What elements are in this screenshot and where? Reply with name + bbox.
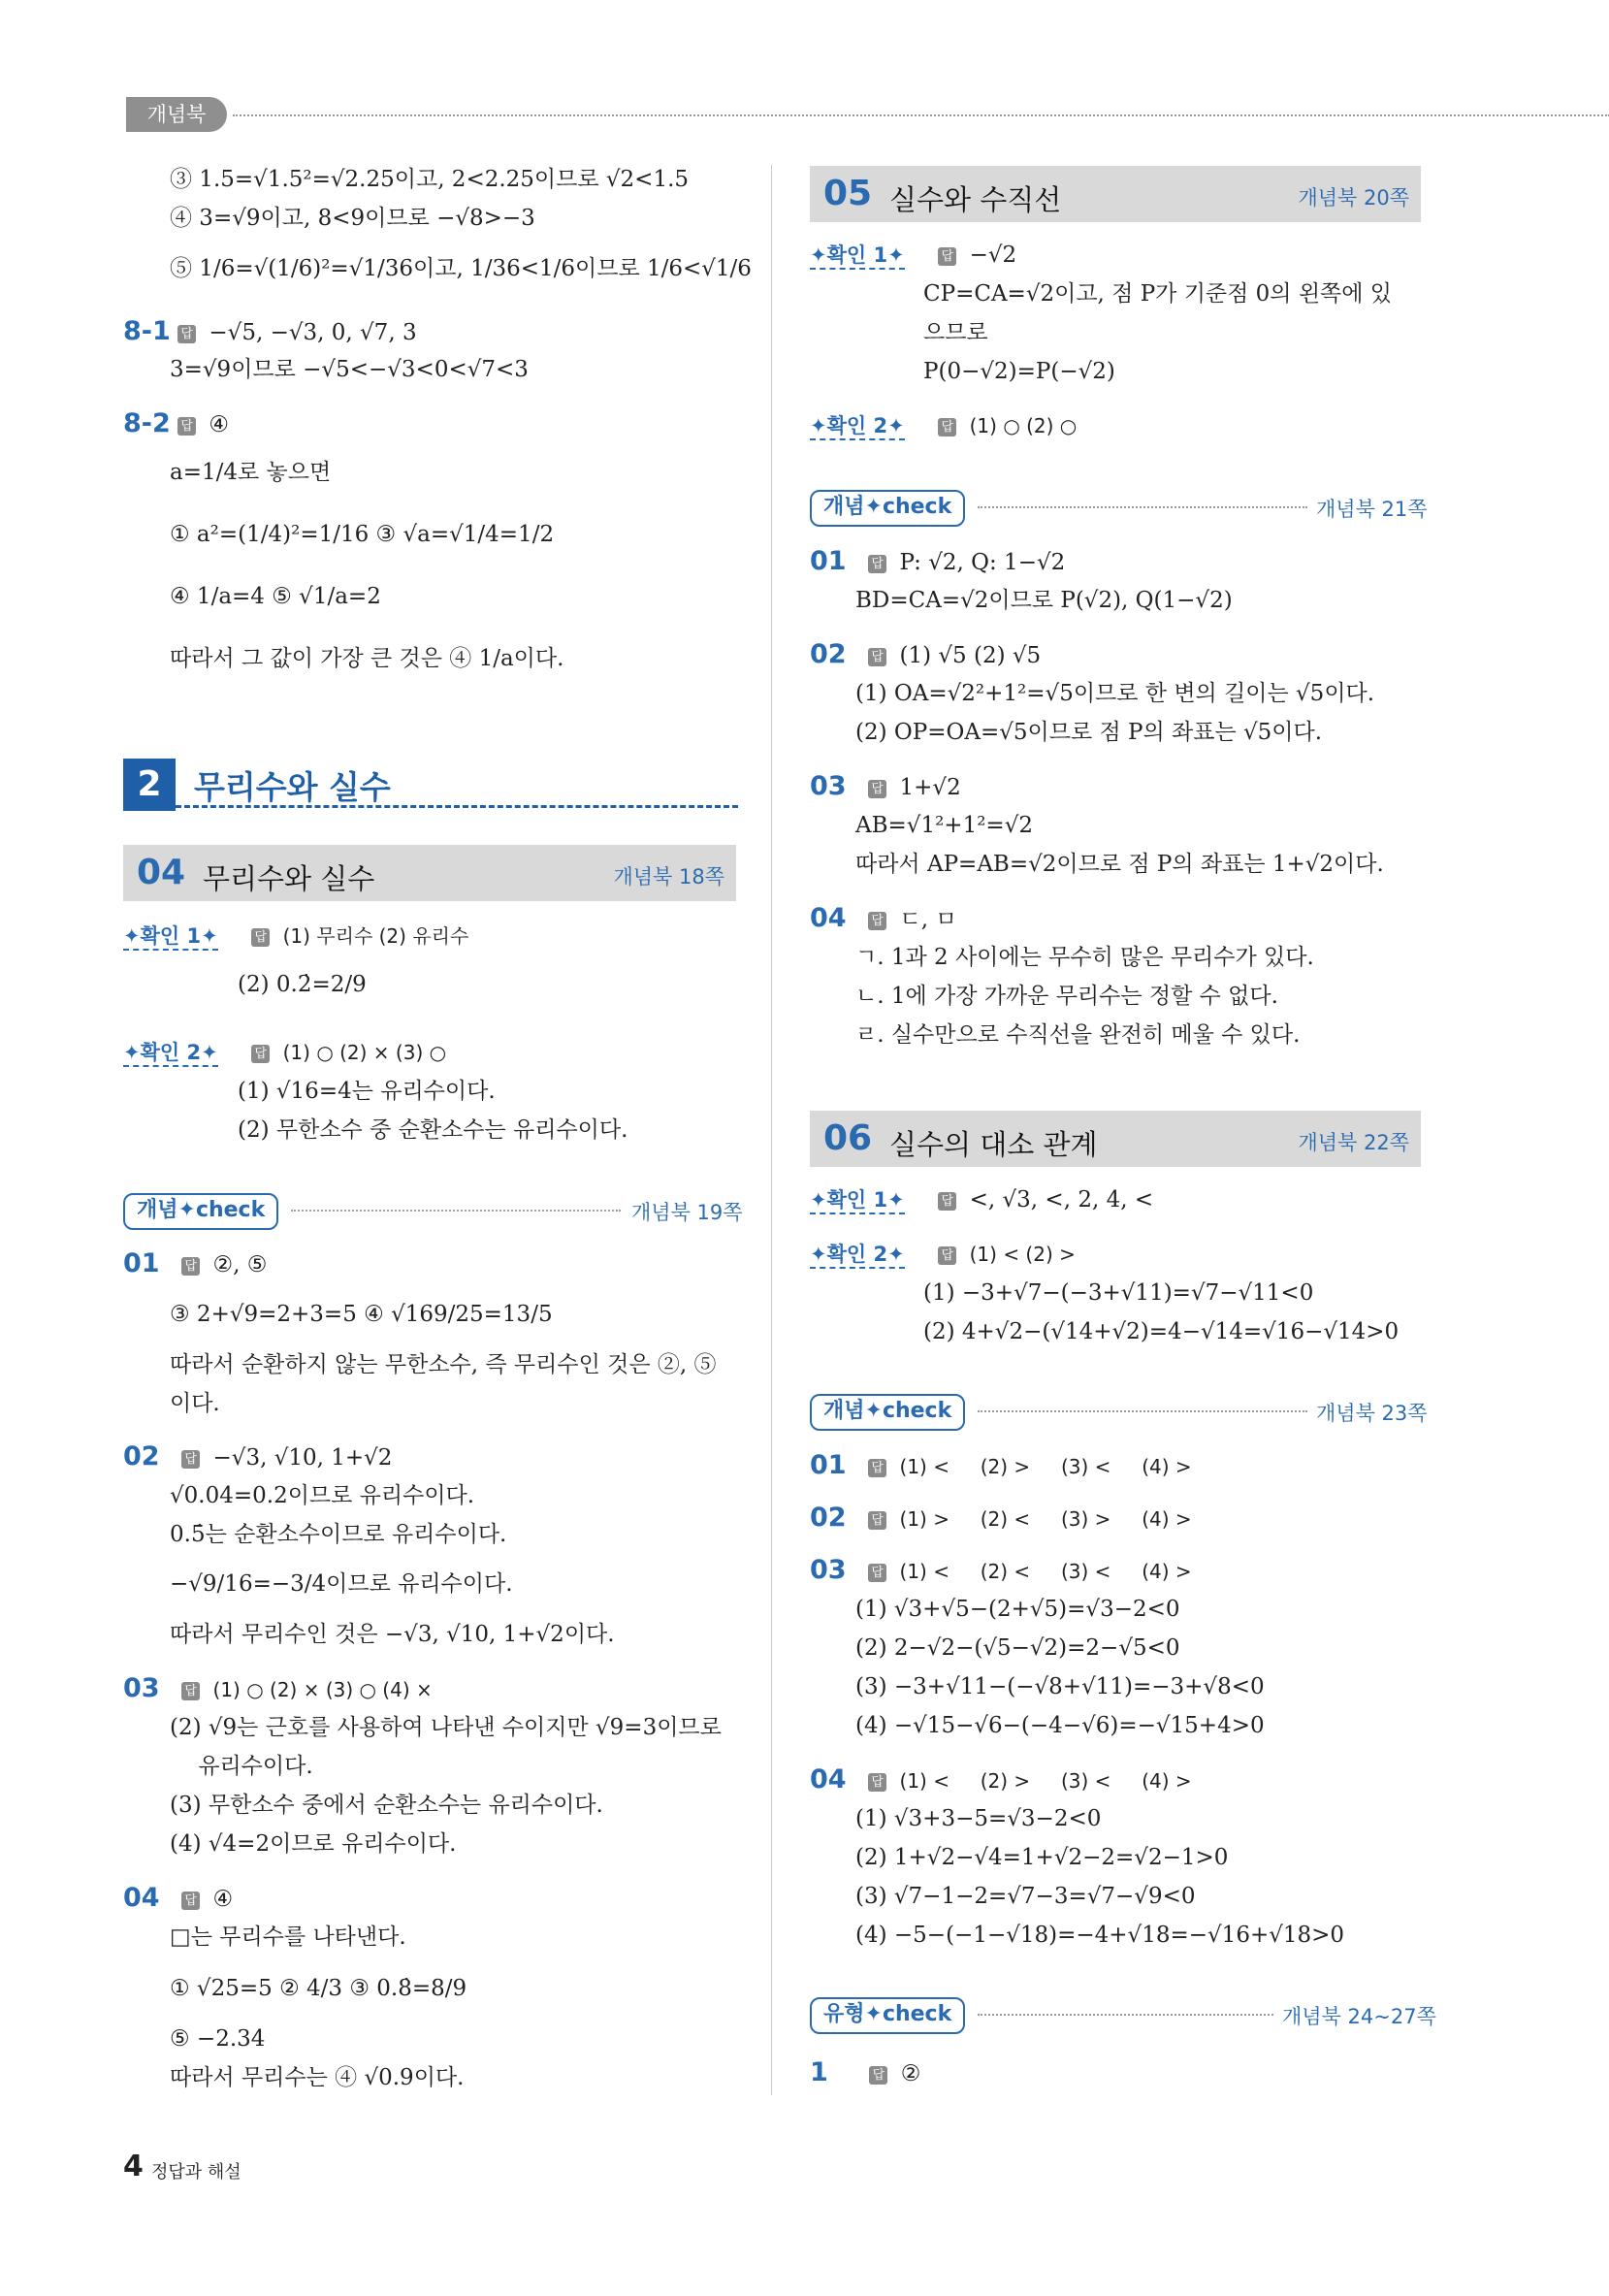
item-03 bbox=[810, 1556, 1192, 1586]
section-number: 04 bbox=[137, 853, 186, 892]
text-line: 이다. bbox=[170, 1391, 220, 1416]
chapter-title: 무리수와 실수 bbox=[194, 768, 391, 806]
text-line: ⑤ 1/6=√(1/6)²=√1/36이고, 1/36<1/6이므로 1/6<√1/6 bbox=[170, 256, 752, 281]
answer-icon: 답 bbox=[868, 912, 886, 930]
section-page-ref: 개념북 22쪽 bbox=[1298, 1131, 1409, 1154]
item-01 bbox=[123, 1249, 267, 1279]
problem-number: 04 bbox=[810, 903, 847, 933]
text-line: 따라서 무리수인 것은 −√3, √10, 1+√2이다. bbox=[170, 1622, 615, 1647]
text-line: (1) √3+3−5=√3−2<0 bbox=[855, 1806, 1102, 1831]
text-line: √0.04=0.2이므로 유리수이다. bbox=[170, 1483, 475, 1508]
answer-text: ② bbox=[900, 2061, 921, 2086]
problem-number: 04 bbox=[810, 1764, 847, 1795]
answer-icon: 답 bbox=[181, 1682, 200, 1700]
text-line: CP=CA=√2이고, 점 P가 기준점 0의 왼쪽에 있 bbox=[923, 281, 1393, 307]
confirm-label: ✦확인 2✦ bbox=[810, 1243, 905, 1269]
text-line: (1) OA=√2²+1²=√5이므로 한 변의 길이는 √5이다. bbox=[855, 681, 1375, 706]
text-line: ① √25=5 ② 4/3 ③ 0.8̇=8/9 bbox=[170, 1976, 467, 2001]
chapter-rule bbox=[176, 805, 738, 808]
section-header-05 bbox=[810, 166, 1421, 222]
text-line: ⑤ −2.34 bbox=[170, 2026, 266, 2052]
confirm-label: ✦확인 1✦ bbox=[123, 924, 218, 951]
answer-icon: 답 bbox=[868, 1564, 886, 1582]
answer-icon: 답 bbox=[868, 1459, 886, 1477]
problem-number: 01 bbox=[123, 1248, 160, 1278]
text-line: ④ 3=√9이고, 8<9이므로 −√8>−3 bbox=[170, 206, 535, 231]
answer-icon: 답 bbox=[251, 928, 270, 947]
item-04 bbox=[810, 904, 957, 934]
answer-text: (1) > (2) < (3) > (4) > bbox=[899, 1507, 1192, 1531]
text-line: ㄹ. 실수만으로 수직선을 완전히 메울 수 있다. bbox=[855, 1022, 1301, 1048]
answer-text: (1) < (2) < (3) < (4) > bbox=[899, 1560, 1192, 1583]
page-ref: 개념북 24~27쪽 bbox=[1282, 2005, 1436, 2028]
confirm-label: ✦확인 2✦ bbox=[123, 1041, 218, 1067]
badge-rule bbox=[291, 1210, 621, 1212]
page-number: 4 bbox=[123, 2150, 144, 2183]
answer-icon: 답 bbox=[177, 325, 196, 343]
answer-text: <, √3, <, 2, 4, < bbox=[969, 1187, 1154, 1213]
text-line: (3) 무한소수 중에서 순환소수는 유리수이다. bbox=[170, 1793, 603, 1818]
answer-icon: 답 bbox=[938, 247, 956, 266]
header-rule bbox=[233, 114, 1609, 116]
page-ref: 개념북 23쪽 bbox=[1316, 1402, 1428, 1425]
problem-8-1 bbox=[123, 317, 417, 347]
text-line: (1) −3+√7−(−3+√11)=√7−√11<0 bbox=[923, 1280, 1314, 1306]
text-line: 따라서 무리수는 ④ √0.9이다. bbox=[170, 2065, 465, 2090]
concept-check-badge: 개념✦check bbox=[123, 1193, 278, 1230]
answer-text: ②, ⑤ bbox=[212, 1252, 268, 1277]
problem-number: 04 bbox=[123, 1883, 160, 1913]
section-page-ref: 개념북 20쪽 bbox=[1298, 186, 1409, 210]
badge-rule bbox=[978, 506, 1307, 508]
text-line: 0.5̇는 순환소수이므로 유리수이다. bbox=[170, 1522, 507, 1547]
confirm-1 bbox=[810, 1185, 1153, 1214]
item-03 bbox=[123, 1674, 433, 1704]
answer-icon: 답 bbox=[868, 555, 886, 573]
text-line: 따라서 순환하지 않는 무한소수, 즉 무리수인 것은 ②, ⑤ bbox=[170, 1352, 717, 1377]
answer-icon: 답 bbox=[177, 417, 196, 436]
answer-icon: 답 bbox=[938, 1246, 956, 1265]
answer-icon: 답 bbox=[181, 1892, 200, 1910]
answer-text: ㄷ, ㅁ bbox=[899, 907, 957, 932]
footer-label: 정답과 해설 bbox=[151, 2162, 241, 2183]
badge-rule bbox=[978, 2014, 1273, 2016]
answer-icon: 답 bbox=[181, 1257, 200, 1276]
problem-number: 03 bbox=[123, 1673, 160, 1703]
answer-text: −√3, √10, 1+√2 bbox=[212, 1445, 393, 1471]
confirm-2 bbox=[810, 411, 1077, 440]
concept-check-badge: 개념✦check bbox=[810, 490, 965, 527]
text-line: (2) 4+√2−(√14+√2)=4−√14=√16−√14>0 bbox=[923, 1319, 1400, 1344]
problem-number: 01 bbox=[810, 546, 847, 576]
page-section-tab: 개념북 bbox=[126, 97, 227, 132]
problem-number: 1 bbox=[810, 2057, 828, 2087]
concept-check-badge: 개념✦check bbox=[810, 1394, 965, 1431]
text-line: (2) 0.2̇=2/9 bbox=[238, 972, 367, 997]
problem-number: 02 bbox=[810, 1503, 847, 1533]
answer-text: (1) ○ (2) × (3) ○ (4) × bbox=[212, 1678, 433, 1701]
text-line: (1) √16=4는 유리수이다. bbox=[238, 1079, 496, 1104]
problem-number: 03 bbox=[810, 1555, 847, 1585]
answer-text: −√5, −√3, 0, √7, 3 bbox=[209, 320, 417, 345]
text-line: a=1/4로 놓으면 bbox=[170, 460, 332, 485]
item-01 bbox=[810, 1451, 1192, 1481]
item-03 bbox=[810, 772, 961, 802]
section-number: 05 bbox=[823, 174, 873, 213]
answer-icon: 답 bbox=[868, 1511, 886, 1530]
text-line: (1) √3+√5−(2+√5)=√3−2<0 bbox=[855, 1597, 1180, 1622]
text-line: ④ 1/a=4 ⑤ √1/a=2 bbox=[170, 584, 381, 609]
text-line: BD=CA=√2이므로 P(√2), Q(1−√2) bbox=[855, 588, 1233, 613]
page-ref: 개념북 21쪽 bbox=[1316, 498, 1428, 521]
confirm-2 bbox=[810, 1240, 1076, 1269]
text-line: (3) −3+√11−(−√8+√11)=−3+√8<0 bbox=[855, 1674, 1265, 1699]
text-line: ㄴ. 1에 가장 가까운 무리수는 정할 수 없다. bbox=[855, 984, 1278, 1009]
badge-rule bbox=[978, 1410, 1307, 1412]
answer-icon: 답 bbox=[868, 1773, 886, 1792]
answer-text: (1) < (2) > (3) < (4) > bbox=[899, 1455, 1192, 1478]
text-line: ① a²=(1/4)²=1/16 ③ √a=√1/4=1/2 bbox=[170, 522, 555, 547]
answer-icon: 답 bbox=[869, 2066, 887, 2085]
text-line: (4) −5−(−1−√18)=−4+√18=−√16+√18>0 bbox=[855, 1923, 1345, 1948]
problem-number: 02 bbox=[810, 639, 847, 669]
text-line: □는 무리수를 나타낸다. bbox=[170, 1924, 406, 1950]
section-page-ref: 개념북 18쪽 bbox=[613, 865, 724, 889]
item-02 bbox=[810, 1504, 1192, 1534]
text-line: −√9/16=−3/4이므로 유리수이다. bbox=[170, 1571, 513, 1597]
answer-text: (1) 무리수 (2) 유리수 bbox=[282, 924, 469, 948]
text-line: (4) √4=2이므로 유리수이다. bbox=[170, 1831, 457, 1857]
problem-number: 02 bbox=[123, 1441, 160, 1471]
confirm-1 bbox=[123, 922, 468, 951]
answer-text: (1) < (2) > bbox=[969, 1243, 1076, 1266]
answer-icon: 답 bbox=[938, 1192, 956, 1211]
confirm-1 bbox=[810, 241, 1016, 270]
text-line: (4) −√15−√6−(−4−√6)=−√15+4>0 bbox=[855, 1713, 1265, 1738]
text-line: ③ 1.5=√1.5²=√2.25이고, 2<2.25이므로 √2<1.5 bbox=[170, 167, 690, 192]
section-title: 무리수와 실수 bbox=[203, 862, 375, 895]
answer-icon: 답 bbox=[868, 648, 886, 666]
problem-number: 8-1 bbox=[123, 316, 171, 346]
text-line: ㄱ. 1과 2 사이에는 무수히 많은 무리수가 있다. bbox=[855, 945, 1314, 970]
text-line: 으므로 bbox=[923, 320, 988, 345]
chapter-number: 2 bbox=[123, 759, 176, 811]
confirm-2 bbox=[123, 1038, 446, 1067]
section-title: 실수와 수직선 bbox=[889, 183, 1062, 216]
item-02 bbox=[810, 640, 1041, 670]
answer-icon: 답 bbox=[938, 418, 956, 437]
text-line: ③ 2+√9=2+3=5 ④ √169/25=13/5 bbox=[170, 1302, 553, 1327]
answer-text: 1+√2 bbox=[899, 775, 961, 800]
section-header-04 bbox=[123, 845, 736, 901]
text-line: (2) 2−√2−(√5−√2)=2−√5<0 bbox=[855, 1635, 1180, 1661]
answer-text: P: √2, Q: 1−√2 bbox=[899, 550, 1066, 575]
item-1 bbox=[810, 2058, 920, 2088]
section-header-06 bbox=[810, 1111, 1421, 1167]
text-line: (2) 무한소수 중 순환소수는 유리수이다. bbox=[238, 1117, 628, 1143]
text-line: (2) 1+√2−√4=1+√2−2=√2−1>0 bbox=[855, 1845, 1229, 1870]
column-divider bbox=[771, 165, 772, 2095]
item-01 bbox=[810, 547, 1065, 577]
problem-number: 03 bbox=[810, 771, 847, 801]
text-line: 유리수이다. bbox=[170, 1754, 313, 1779]
answer-text: ④ bbox=[212, 1887, 234, 1912]
item-02 bbox=[123, 1442, 392, 1472]
problem-number: 01 bbox=[810, 1450, 847, 1480]
text-line: P(0−√2)=P(−√2) bbox=[923, 359, 1115, 384]
text-line: 따라서 AP=AB=√2이므로 점 P의 좌표는 1+√2이다. bbox=[855, 852, 1384, 877]
text-line: 3=√9이므로 −√5<−√3<0<√7<3 bbox=[170, 357, 529, 382]
problem-8-2 bbox=[123, 409, 229, 439]
answer-text: (1) ○ (2) × (3) ○ bbox=[282, 1041, 447, 1064]
text-line: AB=√1²+1²=√2 bbox=[855, 813, 1033, 838]
confirm-label: ✦확인 2✦ bbox=[810, 414, 905, 440]
item-04 bbox=[810, 1765, 1192, 1795]
text-line: (2) OP=OA=√5이므로 점 P의 좌표는 √5이다. bbox=[855, 720, 1323, 745]
item-04 bbox=[123, 1884, 233, 1914]
answer-icon: 답 bbox=[251, 1045, 270, 1063]
text-line: (2) √9는 근호를 사용하여 나타낸 수이지만 √9=3이므로 bbox=[170, 1715, 722, 1740]
answer-text: (1) < (2) > (3) < (4) > bbox=[899, 1769, 1192, 1793]
confirm-label: ✦확인 1✦ bbox=[810, 243, 905, 270]
text-line: (3) √7−1−2=√7−3=√7−√9<0 bbox=[855, 1884, 1196, 1909]
answer-icon: 답 bbox=[181, 1450, 200, 1469]
type-check-badge: 유형✦check bbox=[810, 1997, 965, 2034]
answer-text: (1) ○ (2) ○ bbox=[969, 414, 1078, 437]
section-title: 실수의 대소 관계 bbox=[889, 1128, 1098, 1161]
section-number: 06 bbox=[823, 1118, 873, 1158]
answer-icon: 답 bbox=[868, 780, 886, 798]
page-ref: 개념북 19쪽 bbox=[631, 1201, 743, 1224]
answer-text: ④ bbox=[209, 412, 230, 437]
confirm-label: ✦확인 1✦ bbox=[810, 1188, 905, 1214]
answer-text: (1) √5 (2) √5 bbox=[899, 643, 1042, 668]
text-line: 따라서 그 값이 가장 큰 것은 ④ 1/a이다. bbox=[170, 646, 564, 671]
problem-number: 8-2 bbox=[123, 408, 171, 438]
answer-text: −√2 bbox=[969, 243, 1017, 268]
